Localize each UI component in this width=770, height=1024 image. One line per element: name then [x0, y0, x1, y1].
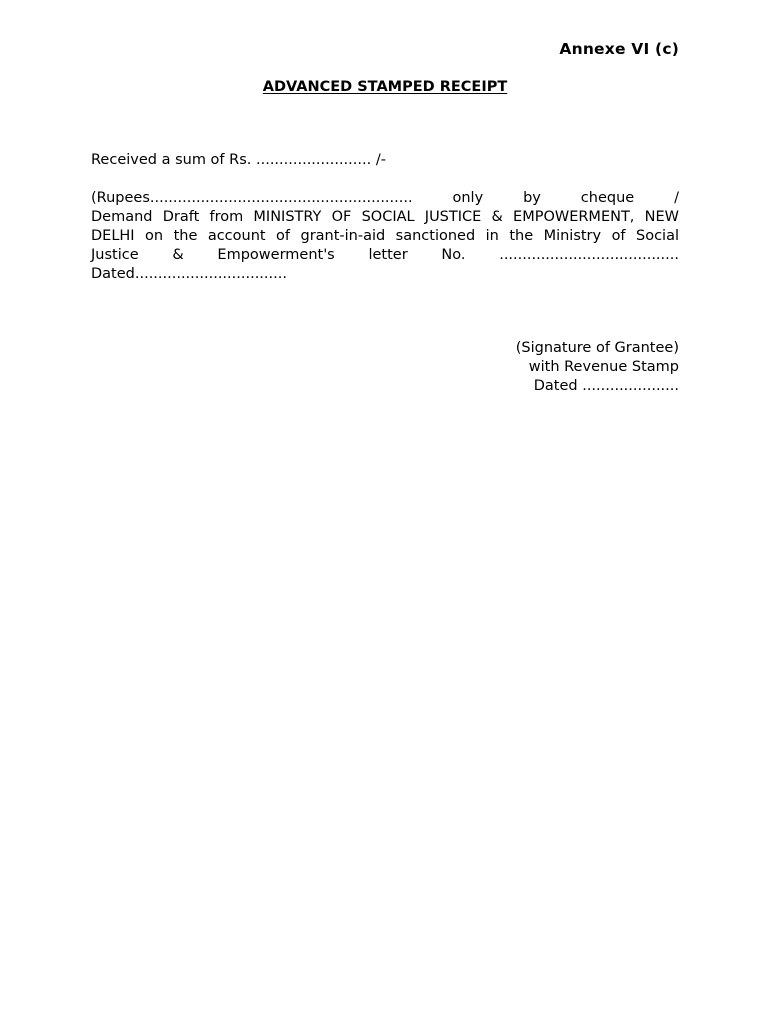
- paragraph-word: of: [276, 228, 291, 244]
- paragraph-word: only: [452, 190, 484, 206]
- document-title-text: ADVANCED STAMPED RECEIPT: [262, 79, 508, 95]
- paragraph-word: grant-in-aid: [300, 228, 386, 244]
- paragraph-word: Draft: [162, 209, 200, 225]
- signature-label: (Signature of Grantee): [515, 340, 679, 356]
- revenue-stamp-label: with Revenue Stamp: [528, 359, 679, 375]
- annexe-label: Annexe VI (c): [559, 40, 679, 58]
- paragraph-word: MINISTRY: [253, 209, 322, 225]
- paragraph-line-2: [91, 208, 679, 227]
- paragraph-word: the: [509, 228, 534, 244]
- paragraph-word: JUSTICE: [424, 209, 482, 225]
- paragraph-word: letter: [368, 247, 408, 263]
- paragraph-line-1: [91, 189, 679, 208]
- paragraph-word: Demand: [91, 209, 153, 225]
- signature-dated: Dated .....................: [533, 378, 679, 394]
- paragraph-word: Empowerment's: [217, 247, 335, 263]
- paragraph-word: SOCIAL: [361, 209, 415, 225]
- paragraph-word: cheque: [580, 190, 635, 206]
- paragraph-word: account: [207, 228, 266, 244]
- paragraph-word: No.: [441, 247, 466, 263]
- paragraph-word: from: [209, 209, 244, 225]
- paragraph-word: Social: [636, 228, 679, 244]
- paragraph-word: Ministry: [543, 228, 602, 244]
- paragraph-line-5: [91, 265, 679, 284]
- paragraph-word: .......................................: [499, 247, 679, 263]
- paragraph-word: of: [611, 228, 626, 244]
- signature-block: [516, 339, 679, 396]
- paragraph-word: DELHI: [91, 228, 135, 244]
- paragraph-line-3: [91, 227, 679, 246]
- paragraph-word: Justice: [91, 247, 139, 263]
- paragraph-word: /: [674, 190, 679, 206]
- document-title: [0, 79, 770, 95]
- received-sum-line: Received a sum of Rs. ......................... /-: [91, 152, 386, 168]
- paragraph-word: OF: [331, 209, 352, 225]
- paragraph-dated: Dated.................................: [91, 266, 287, 282]
- paragraph-word: by: [523, 190, 541, 206]
- paragraph-word: &: [491, 209, 503, 225]
- paragraph-word: on: [145, 228, 164, 244]
- paragraph-word: sanctioned: [395, 228, 476, 244]
- receipt-paragraph: [91, 189, 679, 284]
- paragraph-word: &: [172, 247, 184, 263]
- paragraph-word: EMPOWERMENT,: [513, 209, 635, 225]
- paragraph-word: NEW: [644, 209, 679, 225]
- paragraph-word: in: [485, 228, 499, 244]
- paragraph-line-4: [91, 246, 679, 265]
- paragraph-word: the: [173, 228, 198, 244]
- paragraph-word: (Rupees.........................................................: [91, 190, 413, 206]
